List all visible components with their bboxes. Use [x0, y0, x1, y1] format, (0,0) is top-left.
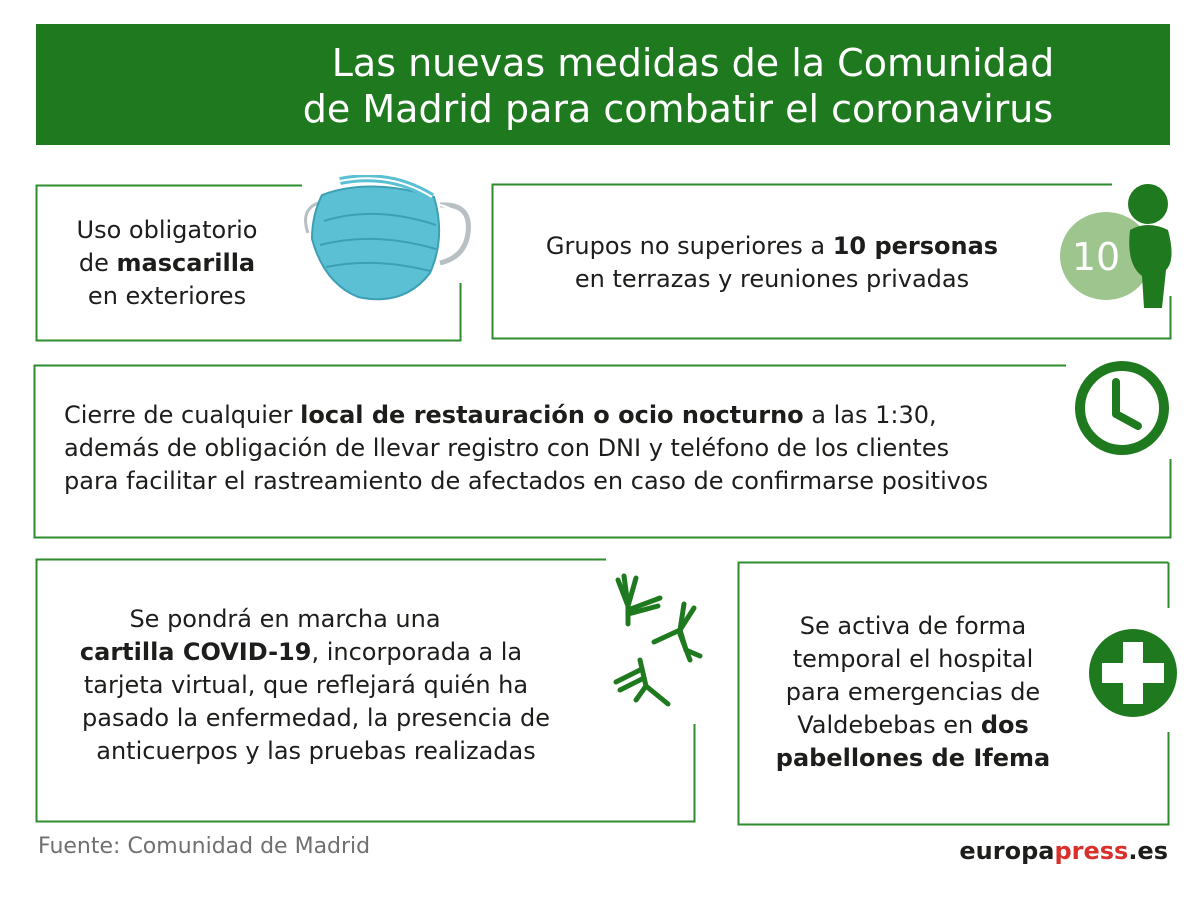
hospital-line-5: [758, 742, 1068, 775]
groups-keyword: 10 personas: [832, 232, 999, 260]
brand-accent: press: [1054, 837, 1129, 865]
measure-hospital-text: [758, 610, 1068, 775]
face-mask-icon: [300, 175, 475, 310]
page-title: [36, 40, 1170, 132]
header-banner: [36, 24, 1170, 145]
medical-cross-icon: [1088, 628, 1178, 718]
groups-line-1: [492, 230, 1052, 263]
mask-line-1: Uso obligatorio: [76, 216, 258, 244]
person-group-icon: [1056, 180, 1180, 312]
hospital-keyword-1: dos: [980, 711, 1029, 739]
hospital-line-4-pre: Valdebebas en: [797, 711, 981, 739]
brand-main: europa: [959, 837, 1055, 865]
mask-line-3: en exteriores: [87, 282, 247, 310]
hospital-line-4: [758, 709, 1068, 742]
brand-logo: [959, 837, 1168, 865]
title-line-2: de Madrid para combatir el coronavirus: [302, 87, 1054, 131]
source-credit: Fuente: Comunidad de Madrid: [38, 834, 371, 859]
clock-icon: [1072, 358, 1172, 458]
measure-groups-text: [492, 230, 1052, 296]
card-line-2-post: , incorporada a la: [311, 638, 523, 666]
mask-line-2-pre: de: [78, 249, 117, 277]
mask-keyword: mascarilla: [116, 249, 256, 277]
card-line-1: Se pondrá en marcha una: [129, 605, 441, 633]
card-line-5: anticuerpos y las pruebas realizadas: [96, 737, 536, 765]
nightlife-line-1-post: a las 1:30,: [803, 401, 937, 429]
nightlife-line-2: además de obligación de llevar registro con DNI y teléfono de los clientes: [64, 434, 950, 462]
measure-mask-text: [36, 214, 298, 313]
people-count-label: 10: [1071, 235, 1121, 279]
card-line-3: tarjeta virtual, que reflejará quién ha: [83, 671, 529, 699]
measure-nightlife-text: [64, 399, 1084, 498]
measure-card-text: [56, 603, 576, 768]
measure-nightlife-card: [34, 365, 1172, 539]
antibodies-icon: [606, 570, 710, 720]
nightlife-line-1: [64, 399, 1084, 432]
groups-line-1-pre: Grupos no superiores a: [545, 232, 833, 260]
card-line-4: pasado la enfermedad, la presencia de: [82, 704, 550, 732]
hospital-line-3: para emergencias de: [785, 678, 1041, 706]
nightlife-line-3: para facilitar el rastreamiento de afectados en caso de confirmarse positivos: [64, 467, 989, 495]
brand-suffix: .es: [1128, 837, 1168, 865]
nightlife-line-1-pre: Cierre de cualquier: [64, 401, 301, 429]
hospital-line-1: Se activa de forma: [799, 612, 1027, 640]
card-line-2: [56, 636, 576, 669]
hospital-keyword-2: pabellones de Ifema: [775, 744, 1051, 772]
nightlife-keyword: local de restauración o ocio nocturno: [300, 401, 804, 429]
mask-line-2: [36, 247, 298, 280]
groups-line-2: en terrazas y reuniones privadas: [574, 265, 970, 293]
hospital-line-2: temporal el hospital: [792, 645, 1034, 673]
title-line-1: Las nuevas medidas de la Comunidad: [331, 41, 1055, 85]
card-keyword: cartilla COVID-19: [79, 638, 312, 666]
measure-card-card: [36, 559, 696, 823]
